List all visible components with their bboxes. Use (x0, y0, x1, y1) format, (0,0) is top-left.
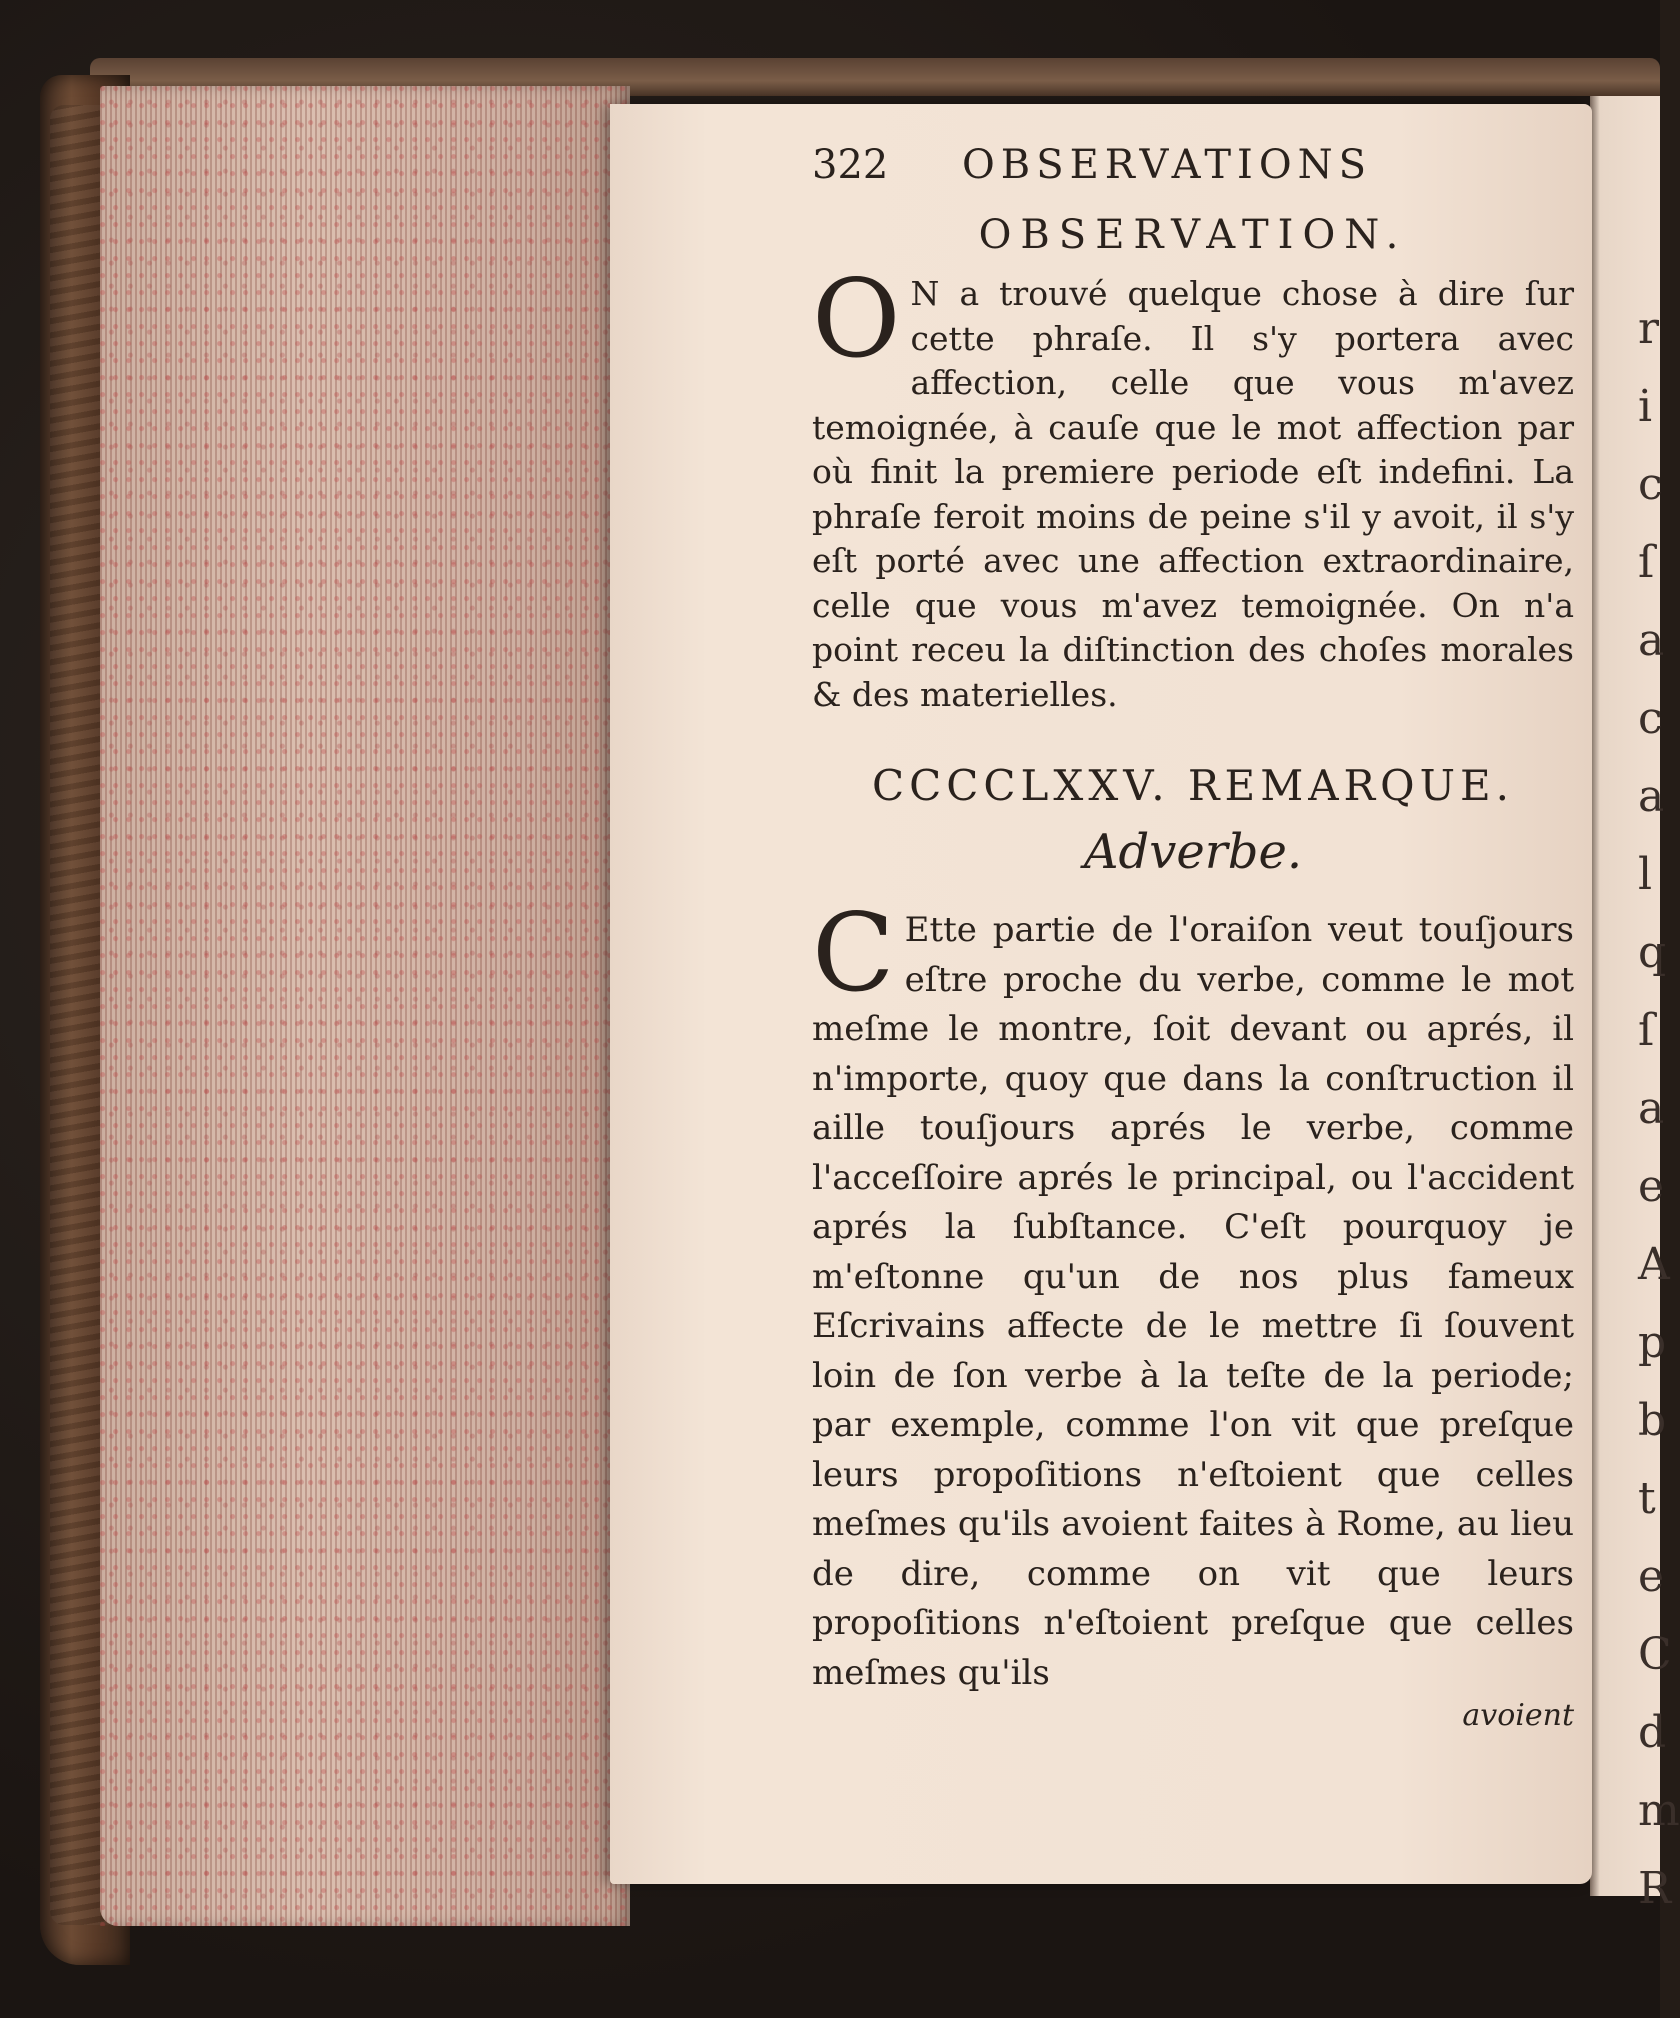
facing-page-letter: p (1638, 1317, 1667, 1368)
remarque-paragraph (812, 891, 1574, 1698)
facing-page-letter: A (1638, 1239, 1670, 1290)
remarque-text: Ette partie de l'oraiſon veut touſjours eſtre proche du verbe, comme le mot meſme le montre, ſoit devant ou aprés, il n'importe, quoy que dans la conſtruction il aille touſjours aprés le verbe, comme l'acceſſoire aprés le principal, ou l'accident aprés la ſubſtance. C'eſt pourquoy je m'eſtonne qu'un de nos plus fameux Eſcrivains affecte de le mettre ſi ſouvent loin de ſon verbe à la teſte de la periode; par exemple, comme l'on vit que preſque leurs propoſitions n'eſtoient que celles meſmes qu'ils avoient faites à Rome, au lieu de dire, comme on vit que leurs propoſitions n'eſtoient preſque que celles meſmes qu'ils (812, 910, 1574, 1693)
observation-heading: OBSERVATION. (978, 212, 1408, 258)
facing-page-letter: b (1638, 1395, 1667, 1446)
page-fore-edge (100, 86, 630, 1926)
catchword: avoient (1462, 1698, 1574, 1733)
facing-page-letter: ſ (1638, 1005, 1655, 1056)
facing-page-letter: R (1638, 1863, 1672, 1914)
facing-page-letter: C (1638, 1629, 1672, 1680)
facing-page-letter: t (1638, 1473, 1656, 1524)
remarque-heading: CCCCLXXV. REMARQUE. (871, 761, 1514, 810)
facing-page-letter: q (1638, 927, 1667, 978)
remarque-dropcap: C (812, 891, 895, 1016)
facing-page-letter: r (1638, 303, 1660, 354)
facing-page-letter: e (1638, 1551, 1665, 1602)
facing-page-letter: a (1638, 1083, 1665, 1134)
observation-dropcap: O (812, 257, 901, 382)
remarque-subheading: Adverbe. (1083, 824, 1303, 880)
facing-page-letter: l (1638, 849, 1653, 900)
facing-page-letter: c (1638, 459, 1663, 510)
facing-page-letter: d (1638, 1707, 1667, 1758)
facing-page-letter: e (1638, 1161, 1665, 1212)
running-head (812, 142, 1574, 206)
facing-page-letter: i (1638, 381, 1653, 432)
facing-page-letter: c (1638, 693, 1663, 744)
page-text (812, 142, 1574, 1733)
page-number: 322 (812, 142, 889, 188)
running-title: OBSERVATIONS (962, 142, 1373, 188)
observation-paragraph (812, 257, 1574, 717)
facing-page-letter: a (1638, 615, 1665, 666)
facing-page-letter: m (1638, 1785, 1680, 1836)
observation-text: N a trouvé quelque chose à dire ſur cette phraſe. Il s'y portera avec affection, celle que vous m'avez temoignée, à cauſe que le mot affection par où finit la premiere periode eſt indefini. La phraſe feroit moins de peine s'il y avoit, il s'y eſt porté avec une affection extraordinaire, celle que vous m'avez temoignée. On n'a point receu la diſtinction des choſes morales & des materielles. (812, 274, 1574, 714)
facing-page-letter: a (1638, 771, 1665, 822)
facing-page-letter: ſ (1638, 537, 1655, 588)
facing-page-letters (1638, 290, 1680, 1928)
